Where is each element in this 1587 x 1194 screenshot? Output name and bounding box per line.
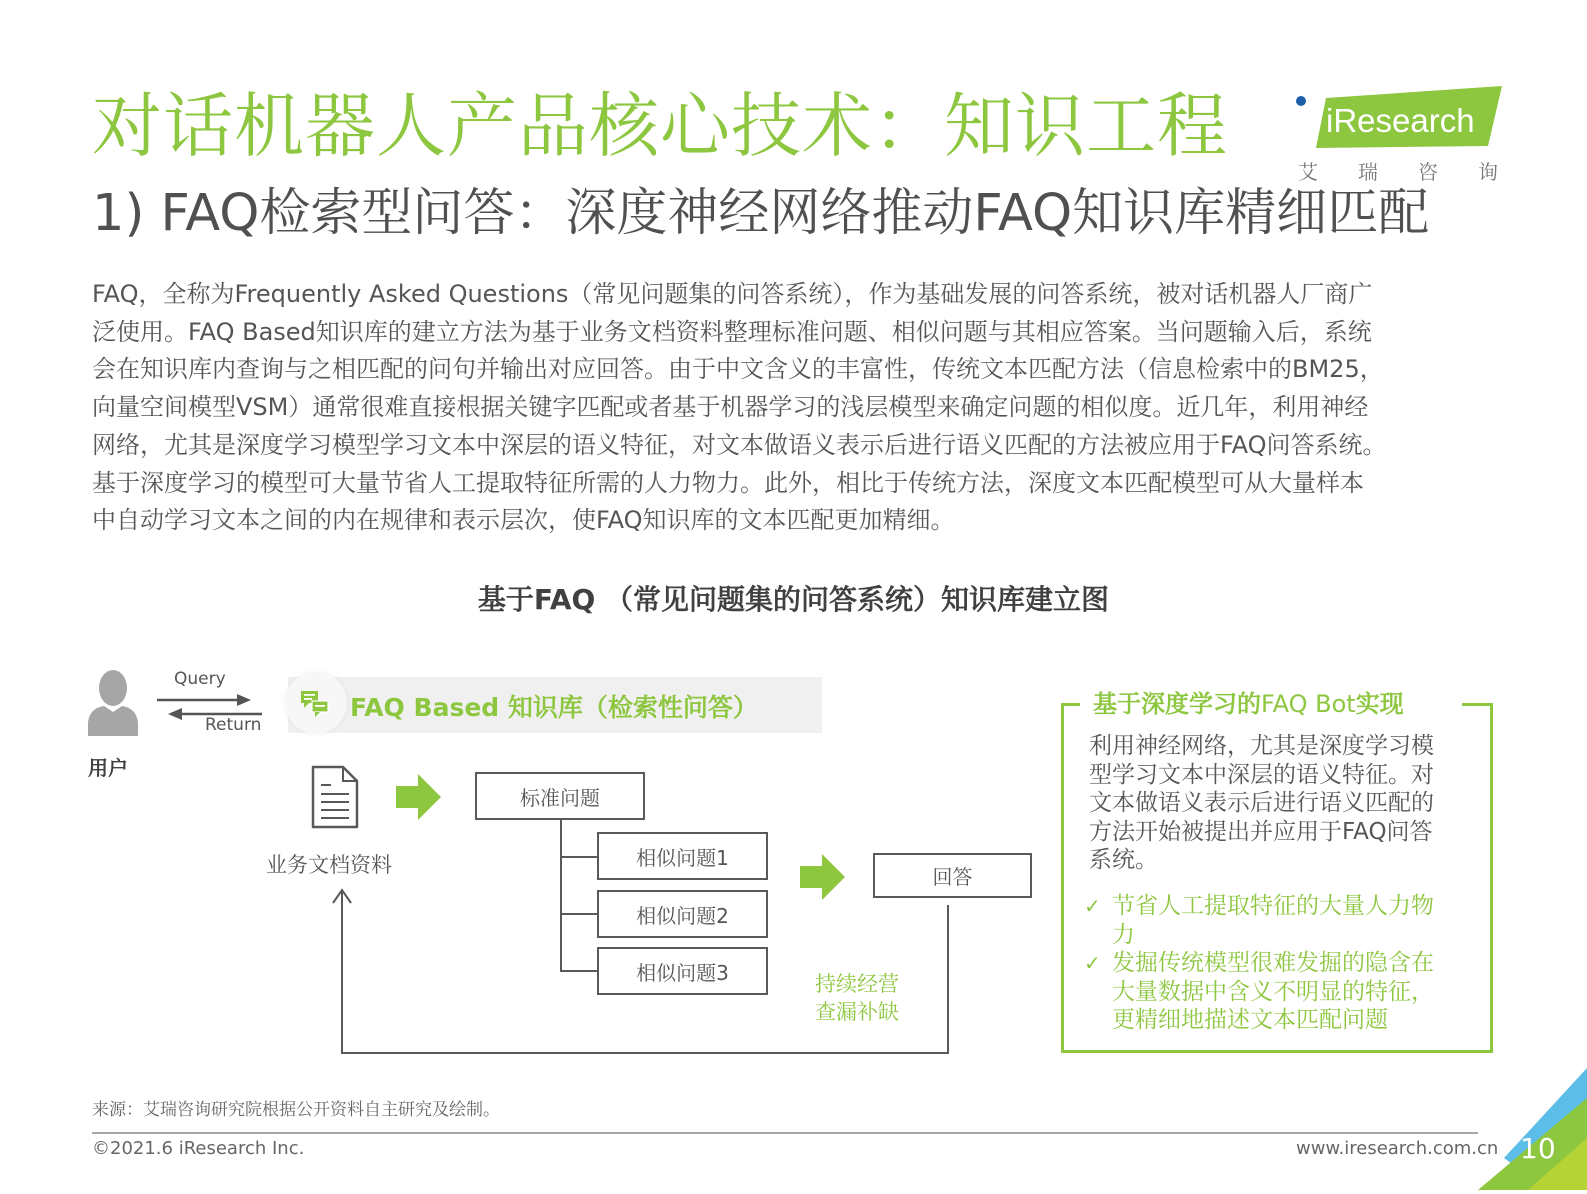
iresearch-logo — [1312, 86, 1504, 150]
standard-question-box: 标准问题 — [475, 772, 645, 820]
loop-line-down — [947, 905, 949, 1054]
source-note: 来源：艾瑞咨询研究院根据公开资料自主研究及绘制。 — [92, 1100, 500, 1120]
faq-bot-benefits — [1084, 892, 1484, 1035]
diagram-title: 基于FAQ （常见问题集的问答系统）知识库建立图 — [477, 583, 1110, 616]
copyright: ©2021.6 iResearch Inc. — [92, 1138, 305, 1159]
check-icon: ✓ — [1084, 951, 1101, 975]
loop-note: 持续经营 查漏补缺 — [815, 972, 899, 1024]
faq-bot-panel-body: 利用神经网络，尤其是深度学习模 型学习文本中深层的语义特征。对 文本做语义表示后进行语义匹配的 方法开始被提出并应用于FAQ问答 系统。 — [1089, 733, 1434, 873]
logo-dot — [1296, 96, 1306, 106]
benefit-item: ✓ 发掘传统模型很难发掘的隐含在 大量数据中含义不明显的特征， 更精细地描述文本匹配问题 — [1084, 950, 1434, 1033]
document-label: 业务文档资料 — [266, 853, 392, 877]
intro-paragraph: FAQ，全称为Frequently Asked Questions（常见问题集的问答系统），作为基础发展的问答系统，被对话机器人厂商广 泛使用。FAQ Based知识库的建立方法为基于业务文档资料整理标准问题、相似问题与其相应答案。当问题输入后，系统 会在知识库内查询与之相匹配的问句并输出对应回答。由于中文含义的丰富性，传统文本匹配方法（信息检索中的BM25， 向量空间模型VSM）通常很难直接根据关键字匹配或者基于机器学习的浅层模型来确定问题的相似度。近几年，利用神经 网络，尤其是深度学习模型学习文本中深层的语义特征，对文本做语义表示后进行语义匹配的方法被应用于FAQ问答系统。 基于深度学习的模型可大量节省人工提取特征所需的人力物力。此外，相比于传统方法，深度文本匹配模型可从大量样本 中自动学习文本之间的内在规律和表示层次，使FAQ知识库的文本匹配更加精细。 — [92, 280, 1387, 535]
svg-text:iResearch: iResearch — [1326, 102, 1475, 139]
logo-chinese: 艾 瑞 咨 询 — [1298, 160, 1498, 184]
answer-box: 回答 — [873, 853, 1032, 898]
flow-arrow-icon — [800, 854, 846, 904]
similar-question-box-1: 相似问题1 — [597, 832, 768, 880]
tree-trunk-line — [560, 820, 562, 972]
kb-banner-label: FAQ Based 知识库（检索性问答） — [350, 693, 758, 722]
website-link[interactable]: www.iresearch.com.cn — [1296, 1138, 1499, 1159]
flow-arrow-icon — [396, 774, 442, 824]
page-title: 对话机器人产品核心技术：知识工程 — [92, 85, 1228, 167]
faq-bot-panel-title: 基于深度学习的FAQ Bot实现 — [1093, 690, 1404, 718]
tree-branch-line — [560, 970, 598, 972]
chat-bubbles-icon — [300, 690, 330, 722]
tree-branch-line — [560, 856, 598, 858]
document-icon — [311, 765, 359, 833]
corner-decoration — [1478, 1068, 1587, 1194]
loop-line-bottom — [341, 1052, 949, 1054]
query-label: Query — [174, 669, 226, 689]
return-label: Return — [205, 715, 262, 735]
user-label: 用户 — [88, 756, 128, 780]
logo-graphic — [1312, 86, 1504, 150]
page-subtitle: 1) FAQ检索型问答：深度神经网络推动FAQ知识库精细匹配 — [92, 184, 1430, 243]
footer-divider — [92, 1132, 1478, 1134]
user-icon — [86, 668, 140, 740]
similar-question-box-2: 相似问题2 — [597, 890, 768, 938]
tree-branch-line — [560, 913, 598, 915]
similar-question-box-3: 相似问题3 — [597, 947, 768, 995]
check-icon: ✓ — [1084, 894, 1101, 918]
benefit-item: ✓ 节省人工提取特征的大量人力物 力 — [1084, 893, 1434, 948]
page-number: 10 — [1520, 1132, 1556, 1165]
loop-line-up — [341, 892, 343, 1054]
loop-arrowhead-icon — [332, 888, 352, 908]
